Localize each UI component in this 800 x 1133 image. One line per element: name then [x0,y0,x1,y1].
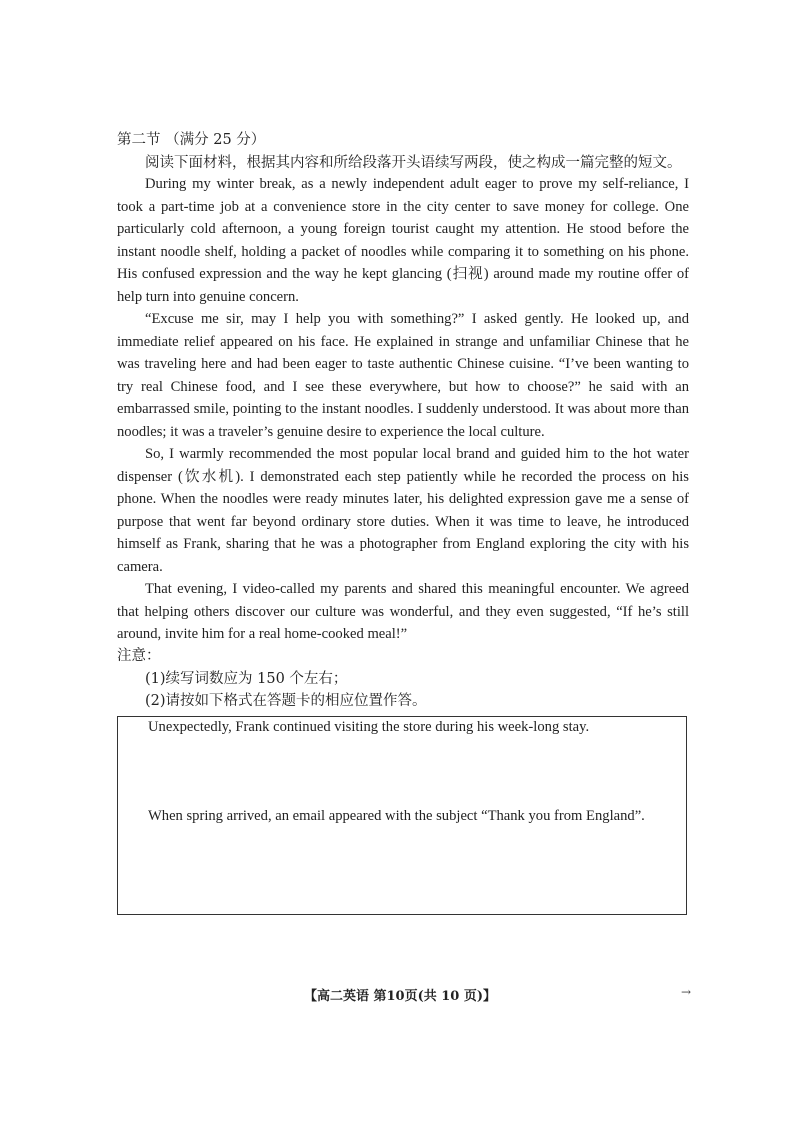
opening-sentence-1: Unexpectedly, Frank continued visiting the store during his week-long stay. [148,719,590,735]
section-instruction: 阅读下面材料，根据其内容和所给段落开头语续写两段，使之构成一篇完整的短文。 [145,155,682,171]
section-title: 第二节 （满分 25 分） [117,132,266,148]
passage-paragraph-4: That evening, I video-called my parents and shared this meaningful encounter. We agreed that helping others discover our culture was wonderful, and they even suggested, “If he’s still around, invite him for a real home-cooked meal!” [117,581,689,642]
opening-sentence-2: When spring arrived, an email appeared with the subject “Thank you from England”. [148,808,645,824]
answer-box [117,716,687,915]
passage-paragraph-1: During my winter break, as a newly independent adult eager to prove my self-reliance, I took a part-time job at a convenience store in the city center to save money for college. One particularly cold afternoon, a young foreign tourist caught my attention. He stood before the instant noodle shelf, holding a packet of noodles while comparing it to something on his phone. His confused expression and the way he kept glancing (扫视) around made my routine offer of help turn into genuine concern. [117,176,689,305]
passage-paragraph-3: So, I warmly recommended the most popular local brand and guided him to the hot water dispenser (饮水机). I demonstrated each step patiently while he recorded the process on his phone. When the noodles were ready minutes later, his delighted expression gave me a sense of purpose that went far beyond ordinary store duties. When it was time to leave, he introduced himself as Frank, sharing that he was a photographer from England exploring the city with his camera. [117,446,689,575]
page-footer: 【高二英语 第10页(共 10 页)】 [303,989,497,1004]
arrow-icon: → [681,985,692,999]
notes-label: 注意： [117,648,161,664]
note-item-format: (2)请按如下格式在答题卡的相应位置作答。 [145,693,427,709]
passage [117,173,689,646]
note-item-word-count: (1)续写词数应为 150 个左右； [145,671,348,687]
passage-paragraph-2: “Excuse me sir, may I help you with something?” I asked gently. He looked up, and immediate relief appeared on his face. He explained in strange and unfamiliar Chinese that he was traveling here and had been eager to taste authentic Chinese cuisine. “I’ve been wanting to try real Chinese food, and I see these everywhere, but how to choose?” he said with an embarrassed smile, pointing to the instant noodles. I suddenly understood. It was about more than noodles; it was a traveler’s genuine desire to experience the local culture. [117,311,689,440]
